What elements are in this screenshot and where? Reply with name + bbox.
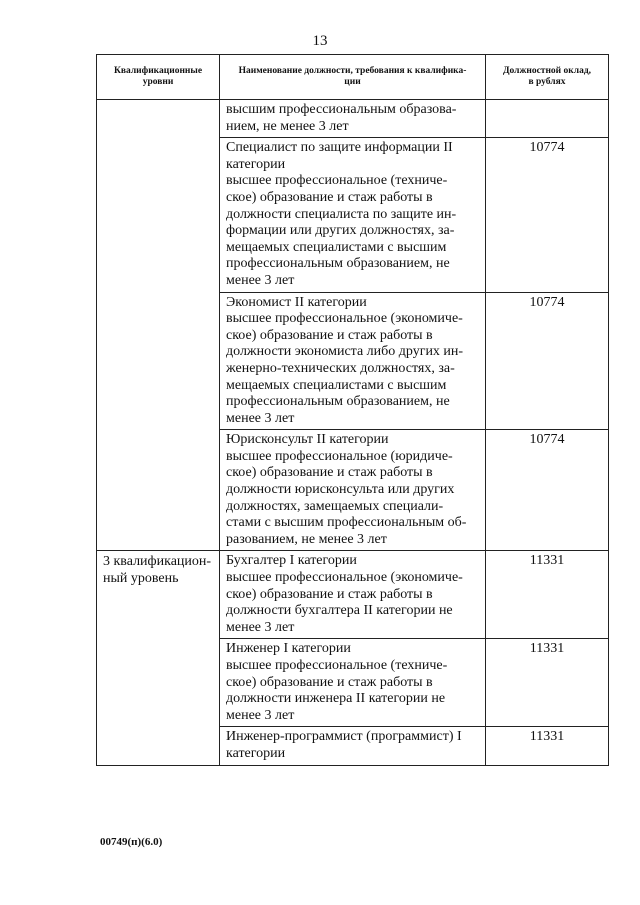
salary-cell xyxy=(486,100,609,138)
description-line: ское) образование и стаж работы в xyxy=(226,327,433,343)
description-line: профессиональным образованием, не xyxy=(226,394,450,410)
description-line: должности бухгалтера II категории не xyxy=(226,603,453,619)
description-line: Инженер I категории xyxy=(226,641,351,657)
table-row xyxy=(97,551,609,639)
description-line: Экономист II категории xyxy=(226,294,367,310)
qualification-level-cell xyxy=(97,100,220,551)
salary-cell: 11331 xyxy=(486,551,609,639)
document-code: 00749(п)(6.0) xyxy=(100,836,163,848)
qualification-level-cell xyxy=(97,551,220,765)
salary-cell: 10774 xyxy=(486,292,609,430)
qualification-table xyxy=(96,54,609,766)
position-description-cell xyxy=(220,430,486,551)
description-line: высшее профессиональное (техниче- xyxy=(226,658,448,673)
header-qualification-levels: Квалификационные уровни xyxy=(97,55,220,100)
salary-cell: 10774 xyxy=(486,138,609,292)
salary-cell: 11331 xyxy=(486,639,609,727)
description-line: Бухгалтер I категории xyxy=(226,553,357,569)
description-line: ское) образование и стаж работы в xyxy=(226,189,433,205)
description-line: ское) образование и стаж работы в xyxy=(226,674,433,690)
description-line: должности инженера II категории не xyxy=(226,691,446,707)
description-line: высшее профессиональное (экономиче- xyxy=(226,570,463,586)
description-line: менее 3 лет xyxy=(226,619,295,635)
qualification-level-line: ный уровень xyxy=(103,571,179,587)
table-row xyxy=(97,100,609,138)
salary-cell: 10774 xyxy=(486,430,609,551)
position-description-cell xyxy=(220,551,486,639)
header-position-requirements: Наименование должности, требования к квалифика- ции xyxy=(220,55,486,100)
position-description-cell xyxy=(220,100,486,138)
page-number: 13 xyxy=(312,33,328,49)
position-description-cell xyxy=(220,727,486,765)
description-line: должностях, замещаемых специали- xyxy=(226,498,444,514)
description-line: категории xyxy=(226,745,286,761)
description-line: нием, не менее 3 лет xyxy=(226,118,349,134)
description-line: формации или других должностях, за- xyxy=(226,223,455,239)
description-line: должности специалиста по защите ин- xyxy=(226,206,457,222)
description-line: профессиональным образованием, не xyxy=(226,256,450,272)
description-line: менее 3 лет xyxy=(226,707,295,723)
description-line: высшее профессиональное (юридиче- xyxy=(226,448,453,464)
description-line: ское) образование и стаж работы в xyxy=(226,465,433,481)
description-line: категории xyxy=(226,156,286,172)
table-body xyxy=(97,100,609,766)
position-description-cell xyxy=(220,138,486,292)
description-line: высшее профессиональное (техниче- xyxy=(226,173,448,189)
description-line: менее 3 лет xyxy=(226,410,295,426)
description-line: должности экономиста либо других ин- xyxy=(226,344,464,360)
qualification-level-line: 3 квалификацион- xyxy=(103,554,212,570)
description-line: должности юрисконсульта или других xyxy=(226,482,455,498)
description-line: мещаемых специалистами с высшим xyxy=(226,239,447,255)
header-salary: Должностной оклад, в рублях xyxy=(486,55,609,100)
description-line: стами с высшим профессиональным об- xyxy=(226,515,467,531)
description-line: высшим профессиональным образова- xyxy=(226,102,457,117)
description-line: менее 3 лет xyxy=(226,272,295,288)
description-line: разованием, не менее 3 лет xyxy=(226,531,387,547)
position-description-cell xyxy=(220,292,486,430)
position-description-cell xyxy=(220,639,486,727)
description-line: мещаемых специалистами с высшим xyxy=(226,377,447,393)
description-line: Юрисконсульт II категории xyxy=(226,432,389,448)
description-line: Специалист по защите информации II xyxy=(226,140,453,156)
salary-cell: 11331 xyxy=(486,727,609,765)
description-line: Инженер-программист (программист) I xyxy=(226,729,462,745)
description-line: женерно-технических должностях, за- xyxy=(226,360,455,376)
table-header-row xyxy=(97,55,609,100)
description-line: высшее профессиональное (экономиче- xyxy=(226,311,463,327)
description-line: ское) образование и стаж работы в xyxy=(226,586,433,602)
